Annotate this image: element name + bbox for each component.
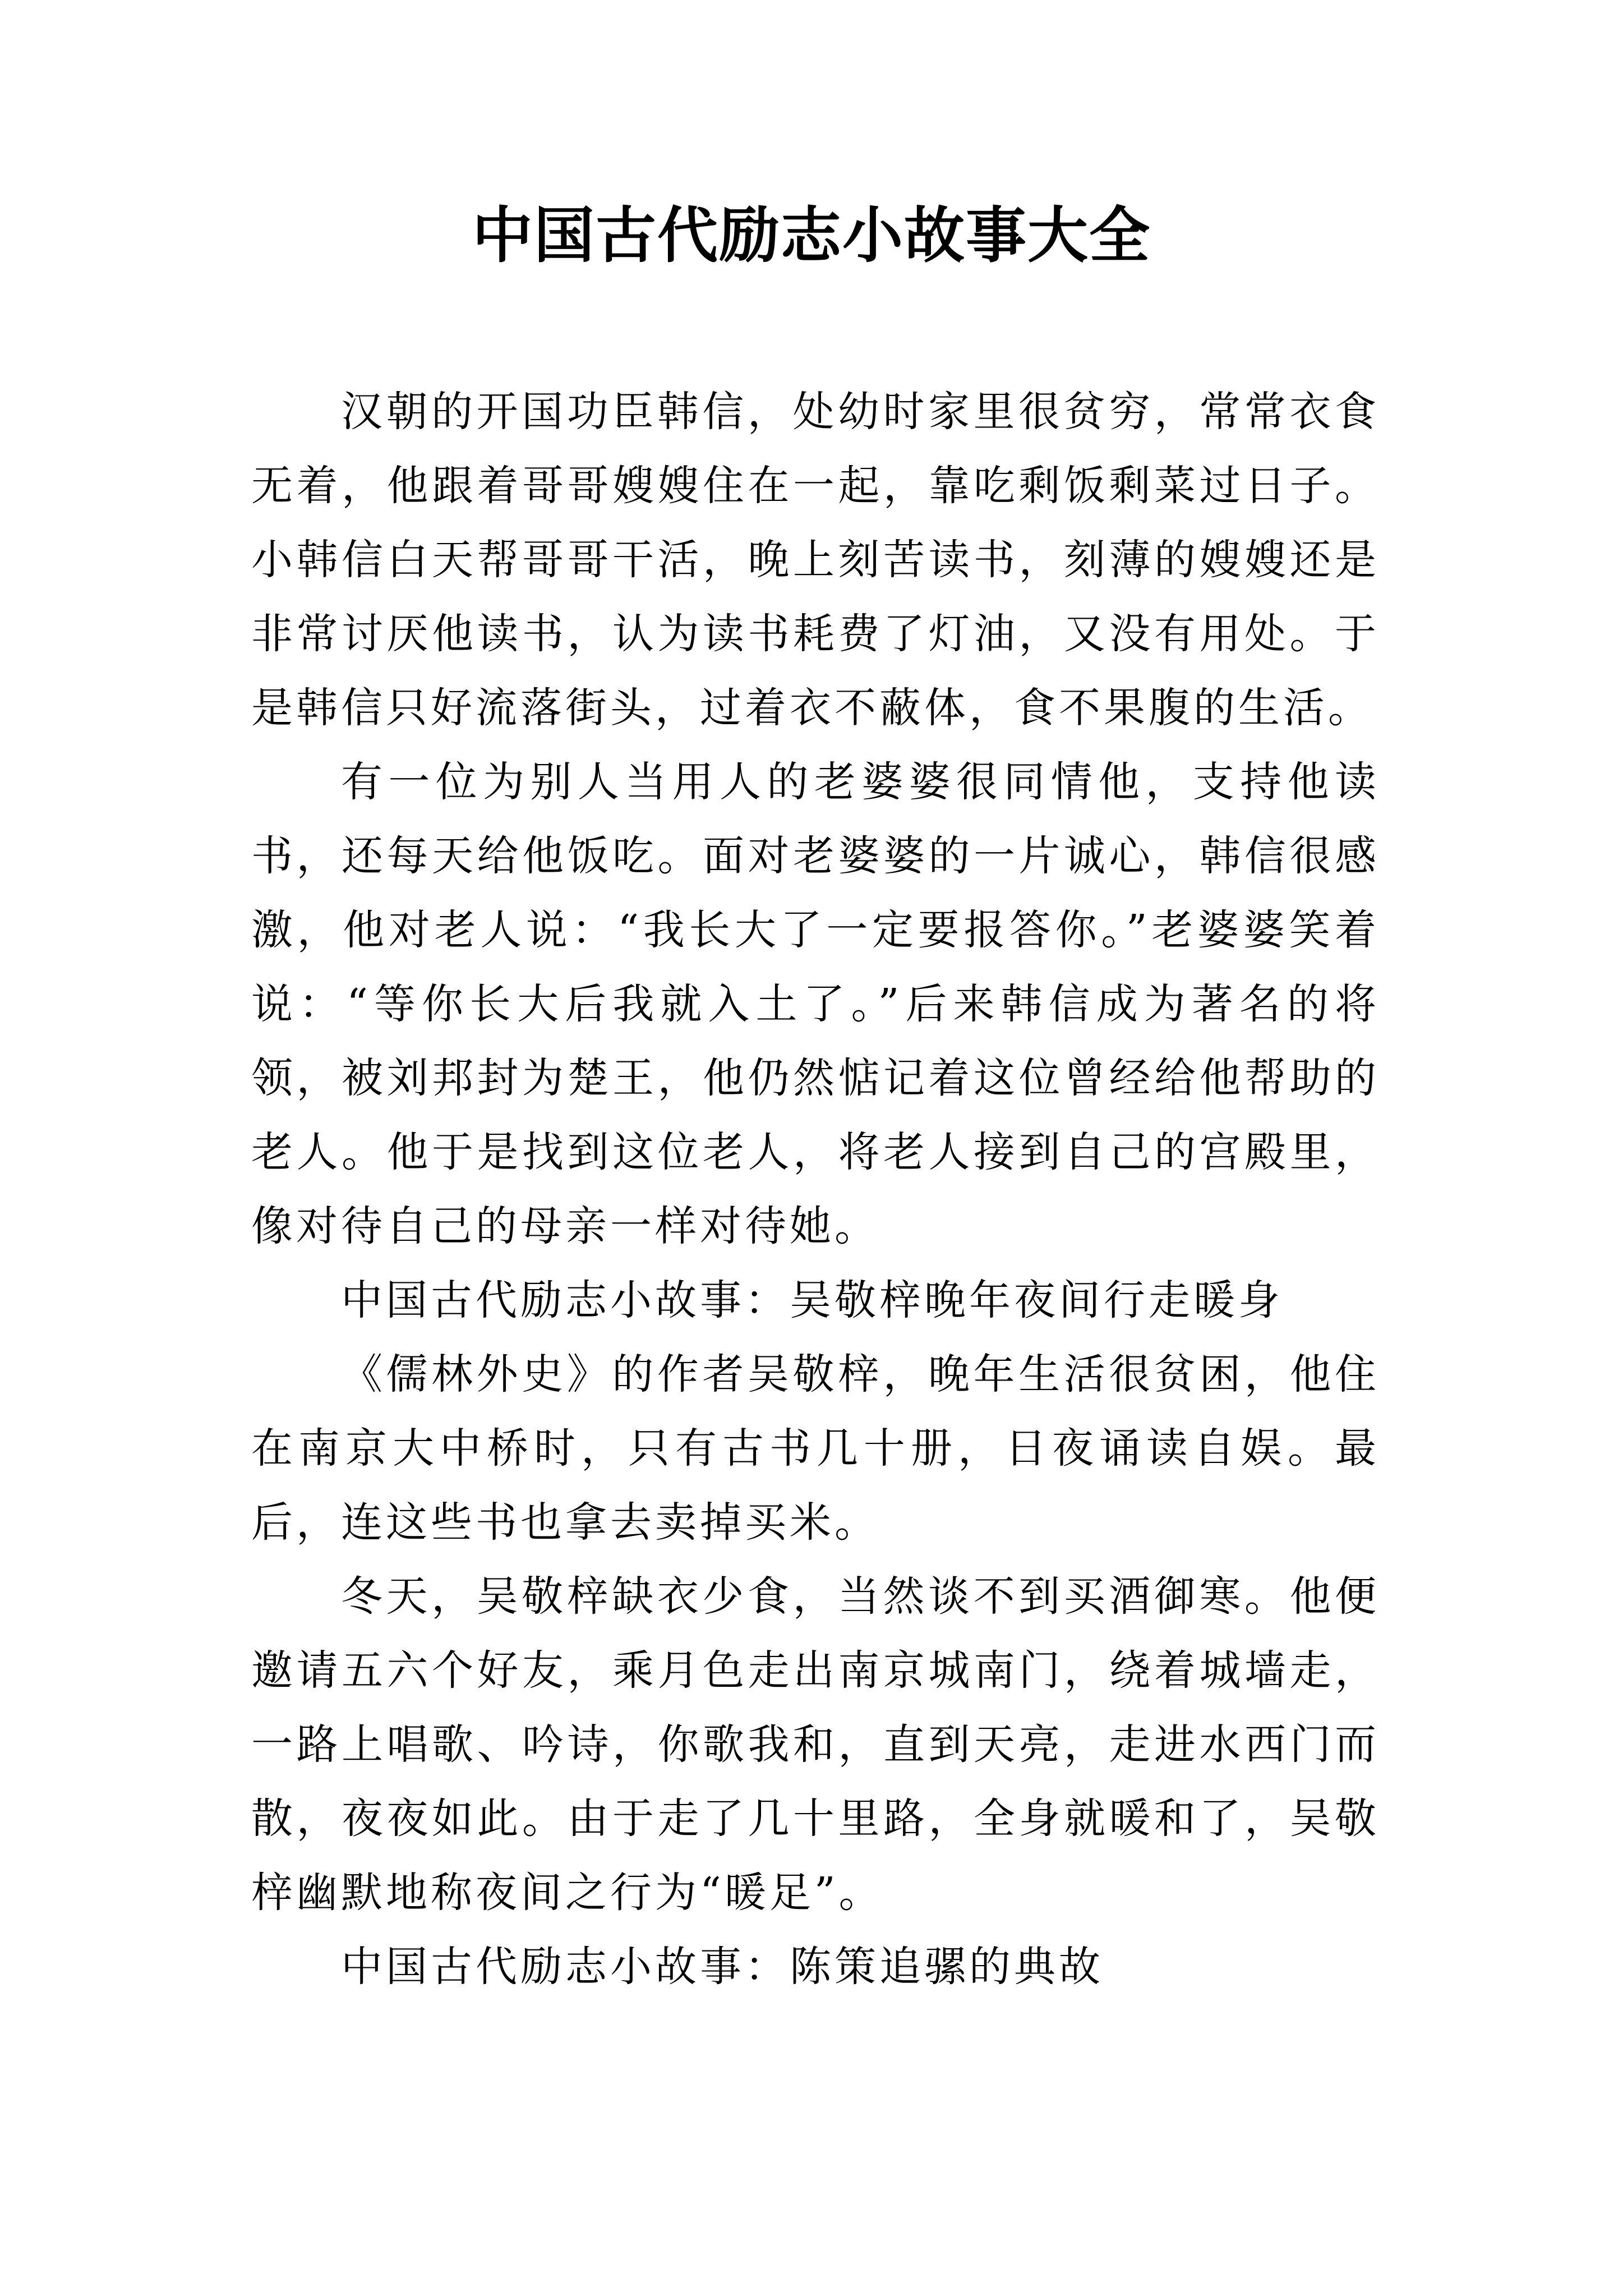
section-heading-chen-ce: 中国古代励志小故事：陈策追骡的典故	[341, 1943, 1104, 1991]
paragraph-wu-jingzi-winter: 冬天，吴敬梓缺衣少食，当然谈不到买酒御寒。他便邀请五六个好友，乘月色走出南京城南门，绕着城墙走，一路上唱歌、吟诗，你歌我和，直到天亮，走进水西门而散，夜夜如此。由于走了几十里路，全身就暖和了，吴敬梓幽默地称夜间之行为“暖足”。	[251, 1572, 1380, 1917]
paragraph-old-woman-kindness: 有一位为别人当用人的老婆婆很同情他，支持他读书，还每天给他饭吃。面对老婆婆的一片诚心，韩信很感激，他对老人说：“我长大了一定要报答你。”老婆婆笑着说：“等你长大后我就入土了。”后来韩信成为著名的将领，被刘邦封为楚王，他仍然惦记着这位曾经给他帮助的老人。他于是找到这位老人，将老人接到自己的宫殿里，像对待自己的母亲一样对待她。	[251, 758, 1380, 1250]
document-body	[251, 375, 1380, 2004]
document-title: 中国古代励志小故事大全	[472, 200, 1151, 271]
section-heading-wu-jingzi: 中国古代励志小故事：吴敬梓晚年夜间行走暖身	[341, 1276, 1283, 1324]
paragraph-wu-jingzi-poverty: 《儒林外史》的作者吴敬梓，晚年生活很贫困，他住在南京大中桥时，只有古书几十册，日夜诵读自娱。最后，连这些书也拿去卖掉买米。	[251, 1350, 1380, 1547]
paragraph-han-xin-childhood: 汉朝的开国功臣韩信，处幼时家里很贫穷，常常衣食无着，他跟着哥哥嫂嫂住在一起，靠吃剩饭剩菜过日子。小韩信白天帮哥哥干活，晚上刻苦读书，刻薄的嫂嫂还是非常讨厌他读书，认为读书耗费了灯油，又没有用处。于是韩信只好流落街头，过着衣不蔽体，食不果腹的生活。	[251, 388, 1380, 732]
